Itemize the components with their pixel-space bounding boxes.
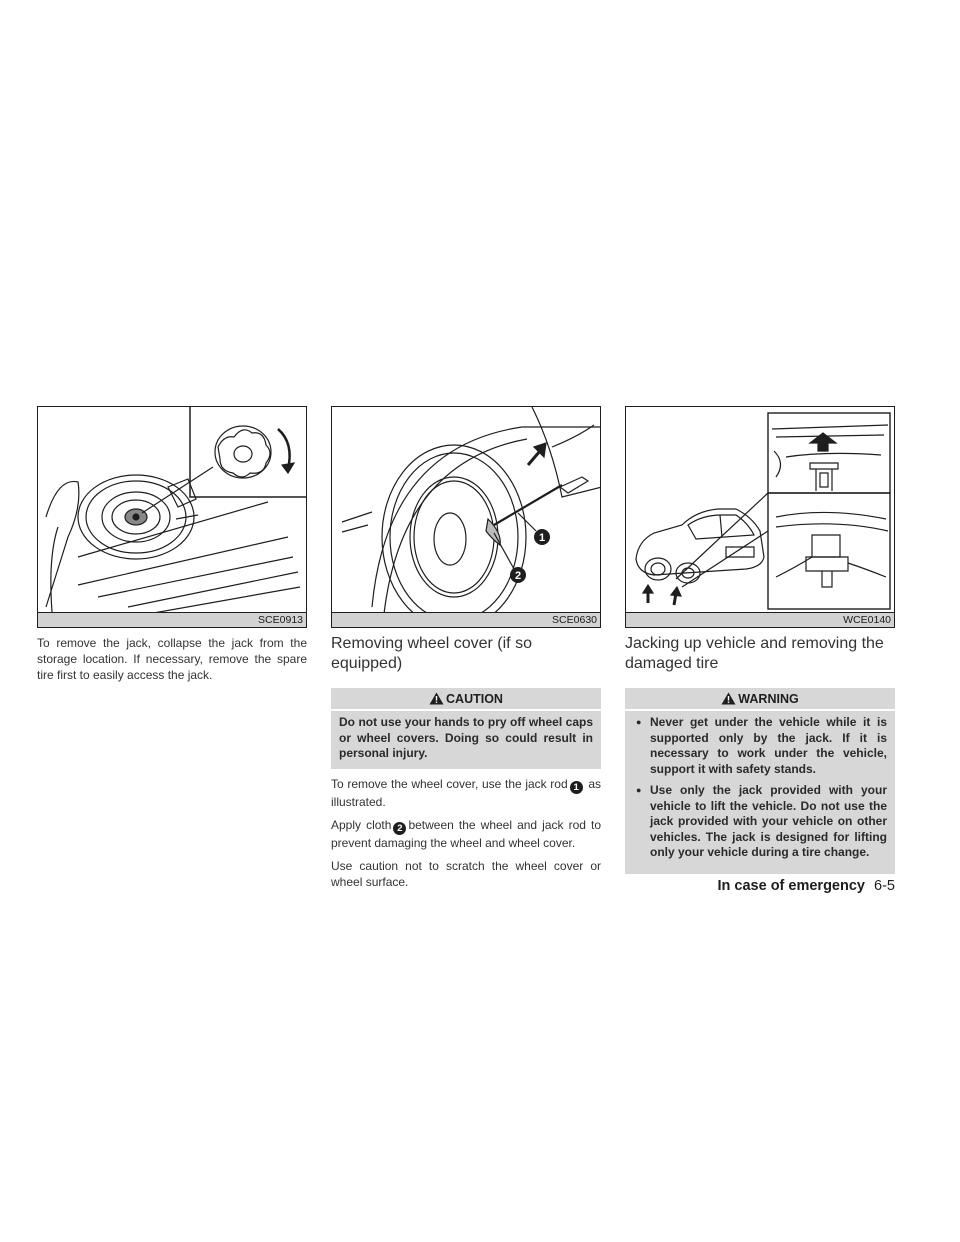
callout-2-label: 2 (514, 570, 522, 582)
page-number: 6-5 (874, 878, 895, 894)
wheel-cover-paragraph-2: Apply cloth 2 between the wheel and jack rod to prevent damaging the wheel and wheel cover. (331, 817, 602, 850)
caution-header (331, 688, 601, 711)
column-jack-storage (37, 406, 307, 683)
caution-box (331, 688, 601, 769)
figure-code: SCE0913 (38, 612, 306, 627)
wheel-cover-paragraph-1: To remove the wheel cover, use the jack rod 1 as illustrated. (331, 776, 601, 809)
warning-triangle-icon (429, 692, 444, 705)
caution-label: CAUTION (446, 691, 503, 706)
warning-list (633, 711, 887, 861)
section-heading: Jacking up vehicle and removing the damaged tire (625, 635, 884, 672)
warning-box (625, 688, 895, 874)
callout-2-icon: 2 (393, 822, 406, 835)
section-heading: Removing wheel cover (if so equipped) (331, 635, 532, 672)
warning-header (625, 688, 895, 711)
spare-tire-illustration (38, 407, 307, 614)
warning-item: ● Never get under the vehicle while it is supported only by the jack. If it is necessary to work under the vehicle, support it with safety stands. (633, 715, 887, 777)
jack-removal-paragraph: To remove the jack, collapse the jack from the storage location. If necessary, remove the spare tire first to easily access the jack. (37, 636, 307, 682)
figure-spare-tire-jack (37, 406, 307, 628)
warning-label: WARNING (738, 691, 799, 706)
wheel-cover-paragraph-3: Use caution not to scratch the wheel cover or wheel surface. (331, 858, 601, 889)
figure-wheel-cover-removal (331, 406, 601, 628)
column-jacking-up (625, 406, 895, 874)
column-wheel-cover (331, 406, 601, 890)
figure-code: SCE0630 (332, 612, 600, 627)
footer-section-title: In case of emergency (717, 878, 865, 894)
figure-jack-points (625, 406, 895, 628)
figure-code: WCE0140 (626, 612, 894, 627)
warning-triangle-icon (721, 692, 736, 705)
jack-points-illustration (626, 407, 895, 614)
warning-item: ● Use only the jack provided with your vehicle to lift the vehicle. Do not use the jack provided with your vehicle on other vehicles. The jack is designed for lifting only your vehicle during a tire change. (633, 783, 887, 861)
callout-1-label: 1 (538, 532, 546, 544)
page-footer (718, 878, 896, 894)
wheel-cover-illustration (332, 407, 601, 614)
caution-text: Do not use your hands to pry off wheel caps or wheel covers. Doing so could result in personal injury. (339, 715, 593, 760)
callout-1-icon: 1 (570, 781, 583, 794)
